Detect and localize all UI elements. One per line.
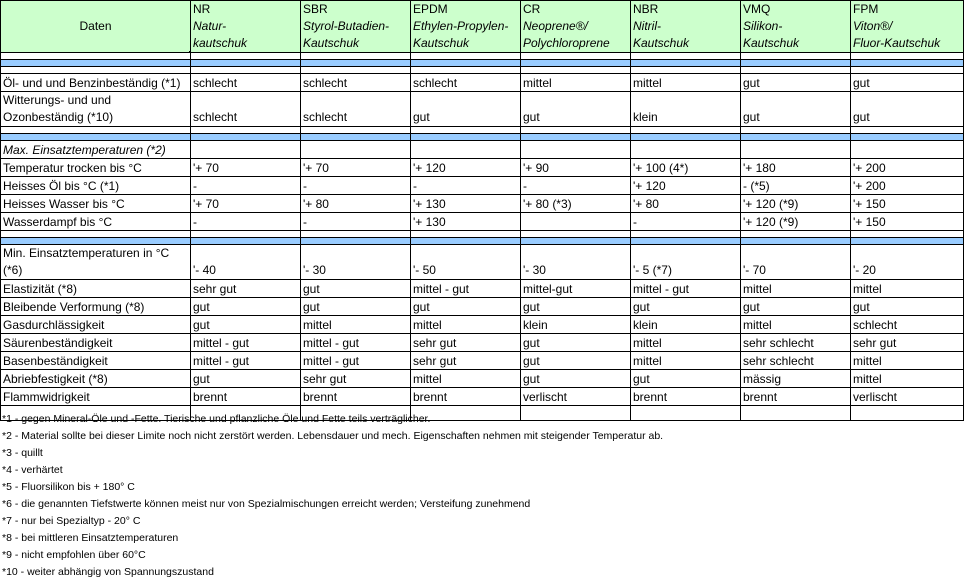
value-cell[interactable]: mittel - gut (631, 280, 741, 298)
footnote: *1 - gegen Mineral-Öle und -Fette. Tierische und pflanzliche Öle und Fette teils verträglicher. (2, 413, 431, 425)
material-name-line2: Kautschuk (633, 36, 690, 50)
value-cell[interactable]: gut (851, 74, 964, 92)
value-cell[interactable]: '+ 120 (*9) (741, 195, 851, 213)
value-cell[interactable]: mittel (411, 316, 521, 334)
blank-cell[interactable] (1, 53, 191, 60)
blank-cell[interactable] (521, 231, 631, 238)
value-cell[interactable]: schlecht (411, 74, 521, 92)
value-cell[interactable]: - (191, 177, 301, 195)
material-name-line2: Kautschuk (303, 36, 360, 50)
value-cell[interactable]: - (521, 177, 631, 195)
separator-cell (631, 60, 741, 67)
value-cell[interactable]: gut (521, 92, 631, 127)
value-cell[interactable]: '+ 200 (851, 177, 964, 195)
blank-cell[interactable] (301, 127, 411, 134)
value-cell[interactable]: '+ 70 (191, 159, 301, 177)
value-cell[interactable]: gut (851, 92, 964, 127)
blank-cell[interactable] (301, 231, 411, 238)
material-name-line1: Ethylen-Propylen- (413, 19, 509, 33)
value-cell[interactable]: gut (521, 298, 631, 316)
table-row (1, 177, 964, 195)
table-row (1, 316, 964, 334)
separator-cell (191, 238, 301, 245)
value-cell[interactable]: '- 70 (741, 245, 851, 280)
row-label[interactable]: Flammwidrigkeit (1, 388, 191, 406)
value-cell[interactable]: mittel (301, 316, 411, 334)
separator-row (1, 134, 964, 141)
separator-cell (191, 134, 301, 141)
footnote: *7 - nur bei Spezialtyp - 20° C (2, 515, 141, 527)
value-cell[interactable]: mittel (631, 352, 741, 370)
separator-cell (1, 238, 191, 245)
value-cell[interactable]: schlecht (301, 74, 411, 92)
material-name-line2: Kautschuk (743, 36, 800, 50)
blank-cell[interactable] (521, 67, 631, 74)
footnotes (0, 411, 964, 581)
value-cell[interactable]: gut (631, 298, 741, 316)
row-label[interactable]: Elastizität (*8) (1, 280, 191, 298)
value-cell[interactable]: mittel (631, 334, 741, 352)
separator-cell (851, 60, 964, 67)
value-cell[interactable]: klein (631, 92, 741, 127)
blank-cell[interactable] (851, 67, 964, 74)
separator-cell (301, 238, 411, 245)
separator-cell (851, 134, 964, 141)
value-cell[interactable]: gut (411, 298, 521, 316)
value-cell[interactable]: gut (521, 370, 631, 388)
value-cell[interactable]: '+ 70 (301, 159, 411, 177)
material-code: VMQ (743, 2, 771, 16)
table-row (1, 74, 964, 92)
header-material-nr[interactable] (191, 1, 301, 53)
row-label-line1: Witterungs- und und (3, 93, 112, 107)
row-label-line2: (*6) (3, 263, 23, 277)
blank-cell[interactable] (741, 53, 851, 60)
blank-cell[interactable] (851, 127, 964, 134)
value-cell[interactable]: gut (631, 370, 741, 388)
separator-cell (411, 238, 521, 245)
footnote: *2 - Material sollte bei dieser Limite noch nicht zerstört werden. Lebensdauer und mech. Eigenschaften nehmen mit steigender Temperatur ab. (2, 430, 664, 442)
row-label[interactable]: Basenbeständigkeit (1, 352, 191, 370)
blank-row (1, 53, 964, 60)
value-cell[interactable]: '- 30 (301, 245, 411, 280)
separator-cell (631, 134, 741, 141)
section-title-row (1, 141, 964, 159)
value-cell[interactable]: gut (741, 74, 851, 92)
value-cell[interactable]: gut (191, 316, 301, 334)
header-row (1, 1, 964, 53)
value-cell[interactable]: schlecht (191, 74, 301, 92)
row-label[interactable]: Säurenbeständigkeit (1, 334, 191, 352)
separator-cell (521, 134, 631, 141)
value-cell[interactable]: '+ 200 (851, 159, 964, 177)
value-cell[interactable]: sehr schlecht (741, 352, 851, 370)
value-cell[interactable]: schlecht (191, 92, 301, 127)
value-cell[interactable]: '+ 150 (851, 195, 964, 213)
blank-cell[interactable] (851, 231, 964, 238)
value-cell[interactable]: mässig (741, 370, 851, 388)
header-material-cr[interactable] (521, 1, 631, 53)
min-temp-row (1, 245, 964, 280)
value-cell[interactable]: brennt (301, 388, 411, 406)
blank-cell[interactable] (301, 53, 411, 60)
blank-cell[interactable] (521, 53, 631, 60)
value-cell[interactable]: '- 40 (191, 245, 301, 280)
blank-cell[interactable] (411, 231, 521, 238)
value-cell[interactable]: klein (631, 316, 741, 334)
blank-cell[interactable] (191, 53, 301, 60)
value-cell[interactable]: verlischt (521, 388, 631, 406)
value-cell[interactable]: '+ 120 (*9) (741, 213, 851, 231)
material-code: EPDM (413, 2, 448, 16)
value-cell[interactable]: '- 30 (521, 245, 631, 280)
blank-row (1, 67, 964, 74)
empty-cell[interactable] (631, 141, 741, 159)
footnote: *4 - verhärtet (2, 464, 63, 476)
table-row (1, 388, 964, 406)
value-cell[interactable]: '+ 80 (631, 195, 741, 213)
separator-cell (301, 134, 411, 141)
value-cell[interactable]: mittel-gut (521, 280, 631, 298)
separator-cell (741, 134, 851, 141)
separator-row (1, 60, 964, 67)
value-cell[interactable]: '+ 120 (631, 177, 741, 195)
footnote: *3 - quillt (2, 447, 43, 459)
separator-cell (851, 238, 964, 245)
separator-cell (411, 60, 521, 67)
separator-cell (521, 60, 631, 67)
value-cell[interactable]: brennt (741, 388, 851, 406)
value-cell[interactable]: '+ 130 (411, 195, 521, 213)
separator-cell (741, 238, 851, 245)
blank-cell[interactable] (851, 53, 964, 60)
blank-cell[interactable] (741, 231, 851, 238)
row-label[interactable]: Heisses Öl bis °C (*1) (1, 177, 191, 195)
separator-cell (631, 238, 741, 245)
value-cell[interactable]: mittel - gut (191, 334, 301, 352)
header-material-fpm[interactable] (851, 1, 964, 53)
value-cell[interactable]: mittel (741, 316, 851, 334)
blank-cell[interactable] (1, 127, 191, 134)
material-code: NBR (633, 2, 659, 16)
value-cell[interactable]: mittel (851, 280, 964, 298)
section-title[interactable]: Max. Einsatztemperaturen (*2) (1, 141, 191, 159)
value-cell[interactable]: '+ 150 (851, 213, 964, 231)
value-cell[interactable]: gut (301, 280, 411, 298)
value-cell[interactable]: mittel (631, 74, 741, 92)
material-name-line1: Natur- (193, 19, 227, 33)
value-cell[interactable]: schlecht (301, 92, 411, 127)
blank-cell[interactable] (521, 127, 631, 134)
row-label[interactable]: Temperatur trocken bis °C (1, 159, 191, 177)
blank-cell[interactable] (741, 67, 851, 74)
header-corner-label: Daten (79, 19, 112, 33)
blank-cell[interactable] (1, 231, 191, 238)
row-label[interactable] (1, 245, 191, 280)
blank-cell[interactable] (631, 53, 741, 60)
empty-cell[interactable] (521, 141, 631, 159)
row-label-line2: Ozonbeständig (*10) (3, 110, 114, 124)
footnote: *5 - Fluorsilikon bis + 180° C (2, 481, 135, 493)
value-cell[interactable]: '+ 180 (741, 159, 851, 177)
material-name-line1: Styrol-Butadien- (303, 19, 390, 33)
value-cell[interactable]: gut (191, 370, 301, 388)
footnote: *9 - nicht empfohlen über 60°C (2, 549, 146, 561)
table-row (1, 195, 964, 213)
footnote: *8 - bei mittleren Einsatztemperaturen (2, 532, 179, 544)
row-label[interactable]: Abriebfestigkeit (*8) (1, 370, 191, 388)
value-cell[interactable]: sehr schlecht (741, 334, 851, 352)
blank-cell[interactable] (191, 127, 301, 134)
blank-cell[interactable] (631, 67, 741, 74)
value-cell[interactable]: schlecht (851, 316, 964, 334)
value-cell[interactable]: - (*5) (741, 177, 851, 195)
value-cell[interactable]: gut (521, 352, 631, 370)
material-name-line2: Fluor-Kautschuk (853, 36, 941, 50)
table-row (1, 280, 964, 298)
value-cell[interactable]: sehr gut (411, 352, 521, 370)
value-cell[interactable]: '+ 120 (411, 159, 521, 177)
material-code: SBR (303, 2, 328, 16)
empty-cell[interactable] (301, 141, 411, 159)
value-cell[interactable]: - (301, 177, 411, 195)
material-name-line2: Kautschuk (413, 36, 470, 50)
value-cell[interactable]: gut (741, 92, 851, 127)
value-cell[interactable]: '- 20 (851, 245, 964, 280)
header-corner-cell[interactable] (1, 1, 191, 53)
value-cell[interactable]: mittel (521, 74, 631, 92)
table-row (1, 298, 964, 316)
empty-cell[interactable] (191, 141, 301, 159)
value-cell[interactable]: sehr gut (301, 370, 411, 388)
value-cell[interactable]: '+ 100 (4*) (631, 159, 741, 177)
value-cell[interactable]: mittel (851, 370, 964, 388)
value-cell[interactable]: '+ 70 (191, 195, 301, 213)
table-row (1, 92, 964, 127)
material-name-line1: Viton®/ (853, 19, 893, 33)
material-name-line2: Polychloroprene (523, 36, 610, 50)
value-cell[interactable]: '+ 90 (521, 159, 631, 177)
separator-row (1, 238, 964, 245)
value-cell[interactable]: - (631, 213, 741, 231)
table-row (1, 352, 964, 370)
value-cell[interactable] (521, 213, 631, 231)
row-label[interactable]: Bleibende Verformung (*8) (1, 298, 191, 316)
material-name-line2: kautschuk (193, 36, 248, 50)
cell-selection-handle[interactable] (189, 51, 191, 53)
blank-cell[interactable] (301, 67, 411, 74)
blank-cell[interactable] (1, 67, 191, 74)
row-label[interactable]: Gasdurchlässigkeit (1, 316, 191, 334)
value-cell[interactable]: brennt (631, 388, 741, 406)
value-cell[interactable]: gut (191, 298, 301, 316)
separator-cell (1, 60, 191, 67)
value-cell[interactable]: mittel - gut (411, 280, 521, 298)
separator-cell (191, 60, 301, 67)
separator-cell (1, 134, 191, 141)
material-code: CR (523, 2, 541, 16)
value-cell[interactable]: - (301, 213, 411, 231)
empty-cell[interactable] (411, 141, 521, 159)
header-material-sbr[interactable] (301, 1, 411, 53)
blank-cell[interactable] (741, 127, 851, 134)
material-code: FPM (853, 2, 879, 16)
value-cell[interactable]: '- 5 (*7) (631, 245, 741, 280)
value-cell[interactable]: sehr gut (191, 280, 301, 298)
blank-cell[interactable] (411, 53, 521, 60)
table-row (1, 334, 964, 352)
material-name-line1: Neoprene®/ (523, 19, 588, 33)
value-cell[interactable]: sehr gut (411, 334, 521, 352)
footnote: *6 - die genannten Tiefstwerte können meist nur von Spezialmischungen erreicht werden; Versteifung zunehmend (2, 498, 531, 510)
row-label[interactable]: Öl- und und Benzinbeständig (*1) (1, 74, 191, 92)
material-name-line1: Silikon- (743, 19, 783, 33)
blank-cell[interactable] (411, 127, 521, 134)
value-cell[interactable]: sehr gut (851, 334, 964, 352)
row-label[interactable]: Heisses Wasser bis °C (1, 195, 191, 213)
value-cell[interactable]: klein (521, 316, 631, 334)
value-cell[interactable]: mittel (411, 370, 521, 388)
value-cell[interactable]: brennt (191, 388, 301, 406)
value-cell[interactable]: mittel - gut (301, 334, 411, 352)
separator-cell (741, 60, 851, 67)
blank-row (1, 231, 964, 238)
blank-cell[interactable] (191, 67, 301, 74)
material-code: NR (193, 2, 211, 16)
separator-cell (521, 238, 631, 245)
value-cell[interactable]: '+ 130 (411, 213, 521, 231)
row-label[interactable]: Wasserdampf bis °C (1, 213, 191, 231)
value-cell[interactable]: mittel - gut (301, 352, 411, 370)
value-cell[interactable]: gut (411, 92, 521, 127)
table-row (1, 159, 964, 177)
value-cell[interactable]: '+ 80 (301, 195, 411, 213)
separator-cell (411, 134, 521, 141)
table-row (1, 213, 964, 231)
header-material-epdm[interactable] (411, 1, 521, 53)
header-material-vmq[interactable] (741, 1, 851, 53)
value-cell[interactable]: '+ 80 (*3) (521, 195, 631, 213)
value-cell[interactable]: - (191, 213, 301, 231)
empty-cell[interactable] (741, 141, 851, 159)
table-row (1, 370, 964, 388)
value-cell[interactable]: '- 50 (411, 245, 521, 280)
header-material-nbr[interactable] (631, 1, 741, 53)
footnote: *10 - weiter abhängig von Spannungszustand (2, 566, 214, 578)
value-cell[interactable]: gut (741, 298, 851, 316)
value-cell[interactable]: - (411, 177, 521, 195)
row-label[interactable] (1, 92, 191, 127)
value-cell[interactable]: mittel (851, 352, 964, 370)
value-cell[interactable]: gut (301, 298, 411, 316)
value-cell[interactable]: mittel (741, 280, 851, 298)
value-cell[interactable]: gut (851, 298, 964, 316)
blank-cell[interactable] (411, 67, 521, 74)
row-label-line1: Min. Einsatztemperaturen in °C (3, 246, 170, 260)
value-cell[interactable]: brennt (411, 388, 521, 406)
material-name-line1: Nitril- (633, 19, 661, 33)
value-cell[interactable]: verlischt (851, 388, 964, 406)
empty-cell[interactable] (851, 141, 964, 159)
value-cell[interactable]: gut (521, 334, 631, 352)
blank-row (1, 127, 964, 134)
blank-cell[interactable] (191, 231, 301, 238)
blank-cell[interactable] (631, 231, 741, 238)
value-cell[interactable]: mittel - gut (191, 352, 301, 370)
separator-cell (301, 60, 411, 67)
blank-cell[interactable] (631, 127, 741, 134)
